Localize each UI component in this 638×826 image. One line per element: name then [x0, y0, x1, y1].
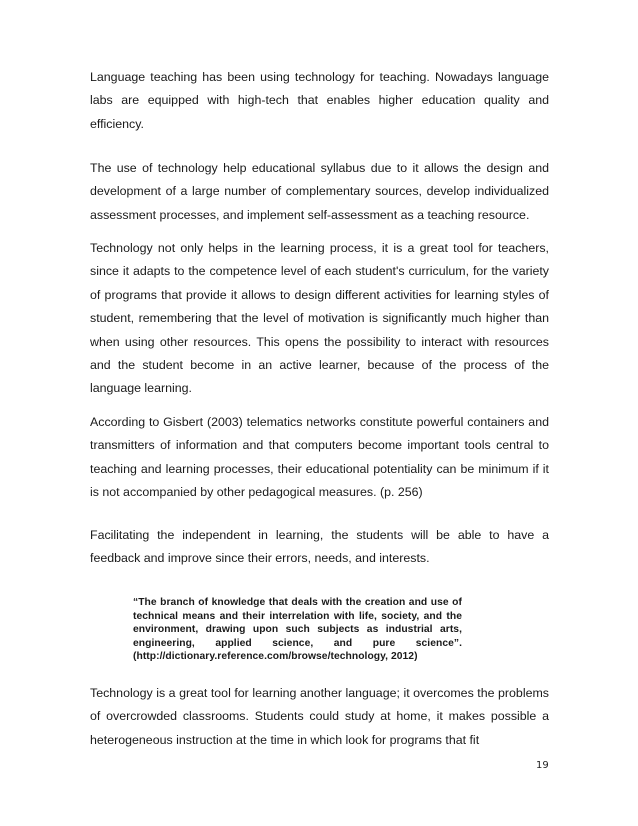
- paragraph-gisbert-citation: According to Gisbert (2003) telematics networks constitute powerful containers and transmitters of information and that computers become important tools central to teaching and learning processes, their educational potentiality can be minimum if it is not accompanied by other pedagogical measures. (p. 256): [90, 415, 549, 500]
- paragraph-educational-syllabus: The use of technology help educational syllabus due to it allows the design and development of a large number of complementary sources, develop individualized assessment processes, and implement self-assessment as a teaching resource.: [90, 161, 549, 222]
- paragraph-language-teaching: Language teaching has been using technology for teaching. Nowadays language labs are equipped with high-tech that enables higher education quality and efficiency.: [90, 70, 549, 131]
- paragraph-independent-learning: Facilitating the independent in learning, the students will be able to have a feedback and improve since their errors, needs, and interests.: [90, 528, 549, 566]
- paragraph-technology-learning-process: Technology not only helps in the learning process, it is a great tool for teachers, since it adapts to the competence level of each student's curriculum, for the variety of programs that provide it allows to design different activities for learning styles of student, remembering that the level of motivation is significantly much higher than when using other resources. This opens the possibility to interact with resources and the student become in an active learner, because of the process of the language learning.: [90, 241, 549, 396]
- page-number: 19: [536, 760, 549, 771]
- paragraph-technology-great-tool: Technology is a great tool for learning another language; it overcomes the problems of overcrowded classrooms. Students could study at home, it makes possible a heterogeneous instruction at the time in which look for programs that fit: [90, 686, 549, 747]
- block-quote-definition: “The branch of knowledge that deals with the creation and use of technical means and their interrelation with life, society, and the environment, drawing upon such subjects as industrial arts, engineering, applied science, and pure science”. (http://dictionary.reference.com/browse/technology, 2012): [133, 597, 462, 663]
